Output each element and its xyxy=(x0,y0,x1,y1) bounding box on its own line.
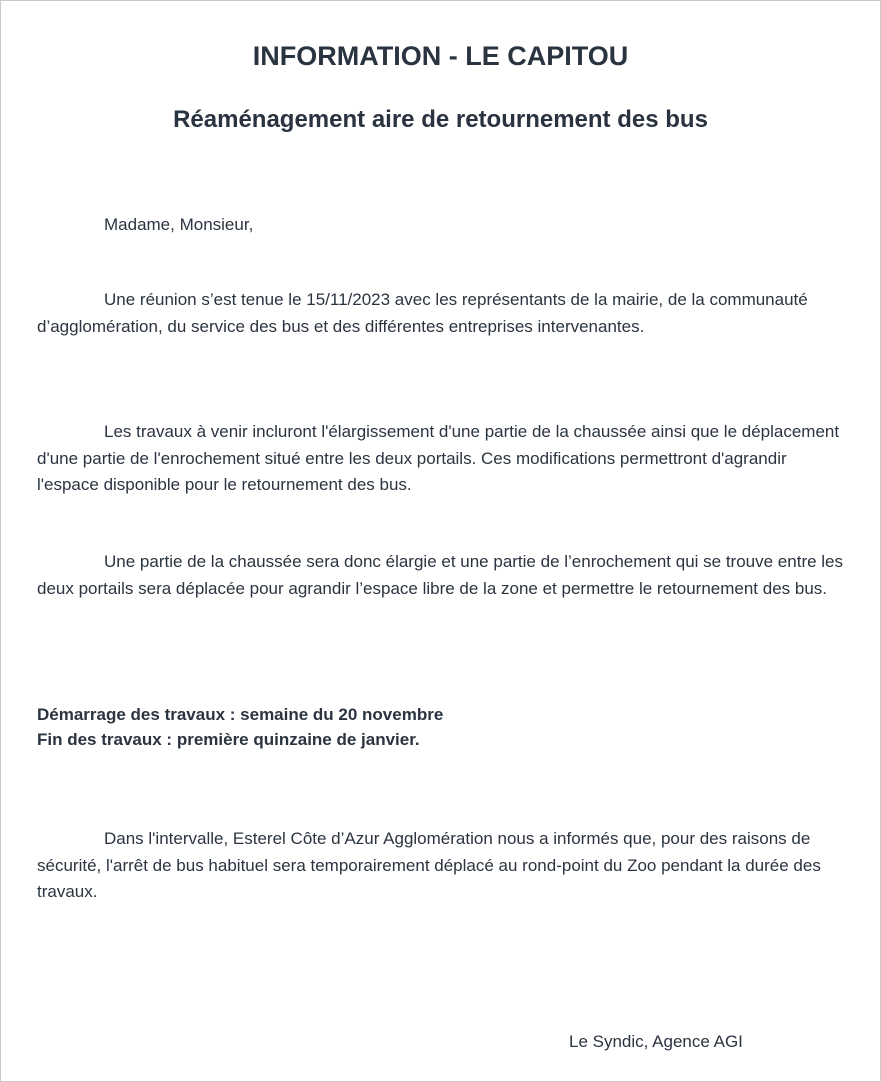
paragraph-works: Les travaux à venir incluront l'élargissement d'une partie de la chaussée ainsi que le déplacement d'une partie de l'enrochement situé entre les deux portails. Ces modifications permettront d'agrandir l'espace disponible pour le retournement des bus. xyxy=(37,422,840,494)
salutation: Madame, Monsieur, xyxy=(104,215,254,234)
paragraph-meeting: Une réunion s’est tenue le 15/11/2023 avec les représentants de la mairie, de la communauté d’agglomération, du service des bus et des différentes entreprises intervenantes. xyxy=(37,290,808,336)
paragraph-bus-stop: Dans l'intervalle, Esterel Côte d’Azur Agglomération nous a informés que, pour des raisons de sécurité, l'arrêt de bus habituel sera temporairement déplacé au rond-point du Zoo pendant la durée des travaux. xyxy=(37,829,821,901)
page-title: INFORMATION - LE CAPITOU xyxy=(252,41,629,71)
page-subtitle: Réaménagement aire de retournement des bus xyxy=(173,106,708,133)
signature: Le Syndic, Agence AGI xyxy=(569,1032,743,1051)
paragraph-roadway: Une partie de la chaussée sera donc élargie et une partie de l’enrochement qui se trouve entre les deux portails sera déplacée pour agrandir l’espace libre de la zone et permettre le retournement des bus. xyxy=(37,552,844,598)
works-end-date: Fin des travaux : première quinzaine de janvier. xyxy=(37,730,420,749)
works-dates xyxy=(37,702,853,752)
works-start-date: Démarrage des travaux : semaine du 20 novembre xyxy=(37,705,444,724)
